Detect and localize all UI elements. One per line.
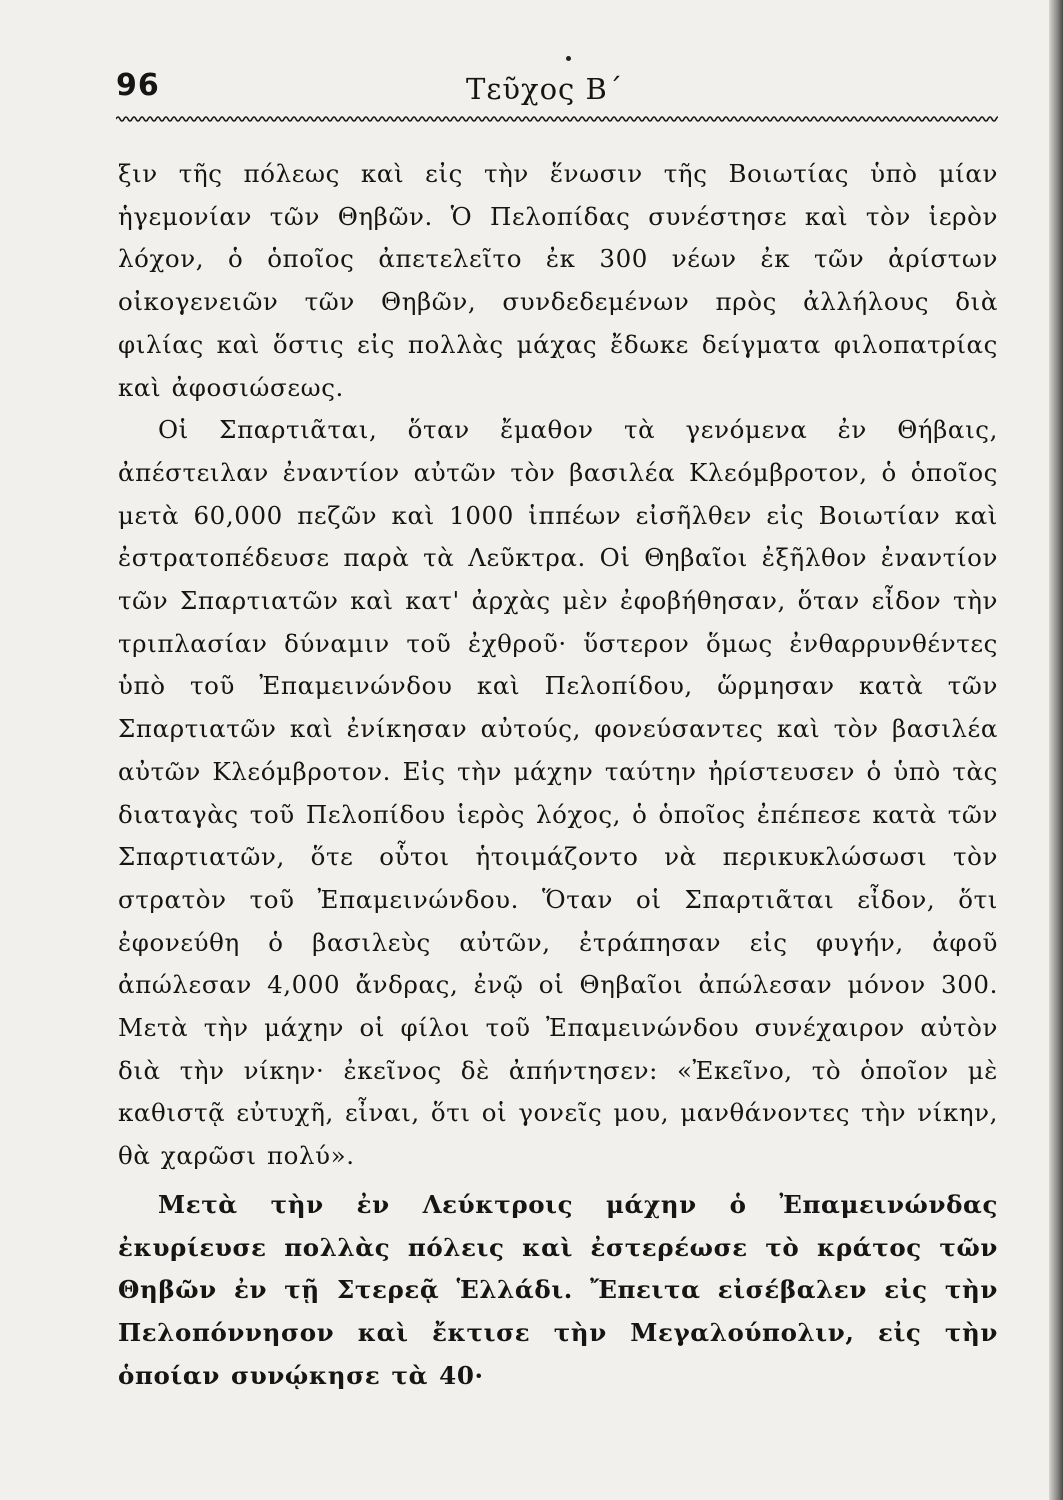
running-title: Τεῦχος Β΄ [466,72,624,106]
paragraph-3: Μετὰ τὴν ἐν Λεύκτροις μάχην ὁ Ἐπαμεινώνδας ἐκυρίευσε πολλὰς πόλεις καὶ ἐστερέωσε τὸ κράτος τῶν Θηβῶν ἐν τῇ Στερεᾷ Ἑλλάδι. Ἔπειτα εἰσέβαλεν εἰς τὴν Πελοπόννησον καὶ ἔκτισε τὴν Μεγαλούπολιν, εἰς τὴν ὁποίαν συνῴκησε τὰ 40· [118,1189,998,1390]
page-header [116,66,996,116]
page-number: 96 [116,68,160,103]
paragraph-1: ξιν τῆς πόλεως καὶ εἰς τὴν ἕνωσιν τῆς Βοιωτίας ὑπὸ μίαν ἡγεμονίαν τῶν Θηβῶν. Ὁ Πελοπίδας συνέστησε καὶ τὸν ἱερὸν λόχον, ὁ ὁποῖος ἀπετελεῖτο ἐκ 300 νέων ἐκ τῶν ἀρίστων οἰκογενειῶν τῶν Θηβῶν, συνδεδεμένων πρὸς ἀλλήλους διὰ φιλίας καὶ ὅστις εἰς πολλὰς μάχας ἔδωκε δείγματα φιλοπατρίας καὶ ἀφοσιώσεως. [118,159,998,402]
body-text [118,153,998,1397]
paragraph-2: Οἱ Σπαρτιᾶται, ὅταν ἔμαθον τὰ γενόμενα ἐν Θήβαις, ἀπέστειλαν ἐναντίον αὐτῶν τὸν βασιλέα Κλεόμβροτον, ὁ ὁποῖος μετὰ 60,000 πεζῶν καὶ 1000 ἱππέων εἰσῆλθεν εἰς Βοιωτίαν καὶ ἐστρατοπέδευσε παρὰ τὰ Λεῦκτρα. Οἱ Θηβαῖοι ἐξῆλθον ἐναντίον τῶν Σπαρτιατῶν καὶ κατ' ἀρχὰς μὲν ἐφοβήθησαν, ὅταν εἶδον τὴν τριπλασίαν δύναμιν τοῦ ἐχθροῦ· ὕστερον ὅμως ἐνθαρρυνθέντες ὑπὸ τοῦ Ἐπαμεινώνδου καὶ Πελοπίδου, ὥρμησαν κατὰ τῶν Σπαρτιατῶν καὶ ἐνίκησαν αὐτούς, φονεύσαντες καὶ τὸν βασιλέα αὐτῶν Κλεόμβροτον. Εἰς τὴν μάχην ταύτην ἠρίστευσεν ὁ ὑπὸ τὰς διαταγὰς τοῦ Πελοπίδου ἱερὸς λόχος, ὁ ὁποῖος ἐπέπεσε κατὰ τῶν Σπαρτιατῶν, ὅτε οὗτοι ἡτοιμάζοντο νὰ περικυκλώσωσι τὸν στρατὸν τοῦ Ἐπαμεινώνδου. Ὅταν οἱ Σπαρτιᾶται εἶδον, ὅτι ἐφονεύθη ὁ βασιλεὺς αὐτῶν, ἐτράπησαν εἰς φυγήν, ἀφοῦ ἀπώλεσαν 4,000 ἄνδρας, ἐνῷ οἱ Θηβαῖοι ἀπώλεσαν μόνον 300. Μετὰ τὴν μάχην οἱ φίλοι τοῦ Ἐπαμεινώνδου συνέχαιρον αὐτὸν διὰ τὴν νίκην· ἐκεῖνος δὲ ἀπήντησεν: «Ἐκεῖνο, τὸ ὁποῖον μὲ καθιστᾷ εὐτυχῆ, εἶναι, ὅτι οἱ γονεῖς μου, μανθάνοντες τὴν νίκην, θὰ χαρῶσι πολύ». [118,415,998,1171]
print-speck [566,56,571,61]
page-edge-shadow [1049,0,1063,1500]
decorative-wavy-rule [116,114,998,124]
